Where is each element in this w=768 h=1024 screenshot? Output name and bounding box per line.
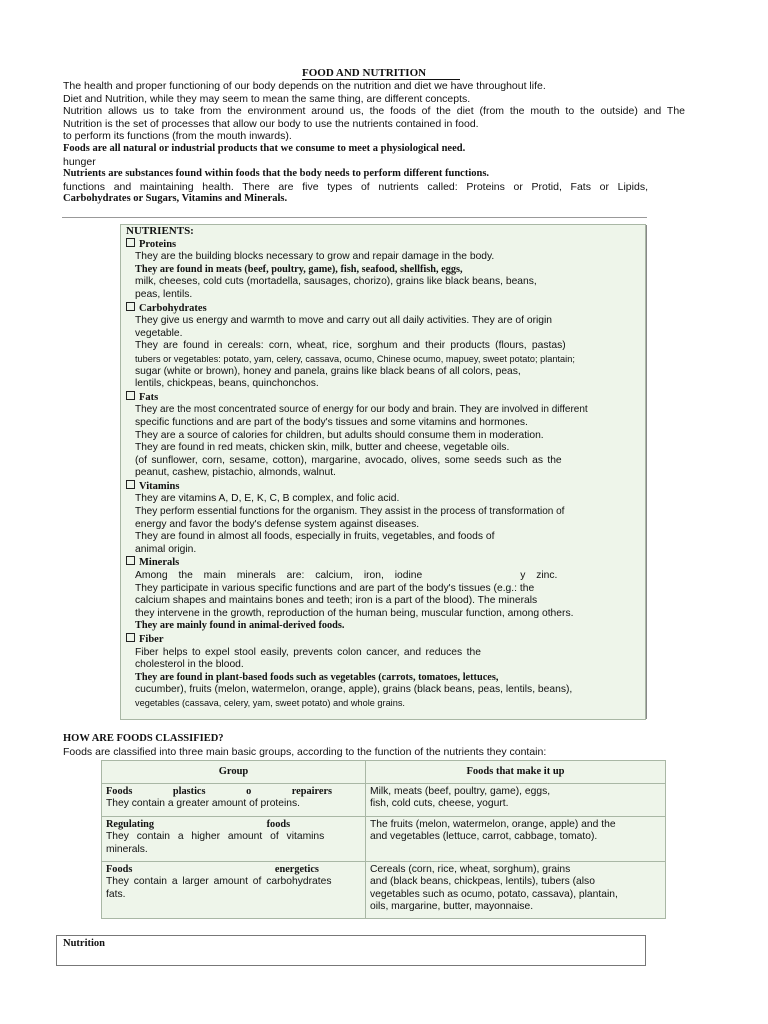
text-line: They are vitamins A, D, E, K, C, B complex, and folic acid. (135, 493, 400, 505)
text-line: specific functions and are part of the body's tissues and some vitamins and hormones. (135, 416, 528, 428)
intro-line: The health and proper functioning of our body depends on the nutrition and diet we have throughout life. (63, 80, 546, 92)
text-line: They are found in plant-based foods such as vegetables (carrots, tomatoes, lettuces, (135, 671, 499, 683)
section-title: Fats (139, 391, 159, 403)
foods-line: oils, margarine, butter, mayonnaise. (370, 900, 534, 912)
foods-line: vegetables such as ocumo, potato, cassava), plantain, (370, 888, 618, 900)
group-cell (102, 784, 366, 817)
text-line: They are found in meats (beef, poultry, game), fish, seafood, shellfish, eggs, (135, 263, 463, 275)
text-line: They are found in red meats, chicken skin, milk, butter and cheese, vegetable oils. (135, 442, 510, 454)
text-line: they intervene in the growth, reproduction of the human being, muscular function, among others. (135, 607, 574, 619)
intro-line: hunger (63, 155, 96, 168)
checkbox-icon (126, 238, 135, 247)
group-name: Regulating foods (106, 819, 291, 830)
text-line: calcium shapes and maintains bones and teeth; iron is a part of the blood). The minerals (135, 595, 538, 607)
foods-cell (366, 862, 666, 919)
foods-cell (366, 784, 666, 817)
text-line: They are mainly found in animal-derived foods. (135, 620, 345, 632)
text-span: Among the main minerals are: calcium, iron, iodine (135, 570, 423, 582)
table-header-row (102, 761, 666, 784)
section-vitamins (126, 480, 640, 494)
foods-line: fish, cold cuts, cheese, yogurt. (370, 798, 509, 810)
nutrition-box (56, 935, 646, 966)
group-cell (102, 862, 366, 919)
intro-line: functions and maintaining health. There are five types of nutrients called: Proteins or Protid, Fats or Lipids, (63, 180, 648, 193)
section-carbohydrates (126, 302, 640, 316)
text-line: peas, lentils. (135, 288, 193, 300)
box-edge (643, 225, 647, 719)
checkbox-icon (126, 480, 135, 489)
foods-line: Cereals (corn, rice, wheat, sorghum), grains (370, 864, 571, 875)
column-header-group: Group (102, 761, 366, 784)
nutrition-label: Nutrition (63, 938, 105, 949)
intro-line: Diet and Nutrition, while they may seem to mean the same thing, are different concepts. (63, 92, 471, 105)
food-groups-table (101, 760, 666, 919)
classified-subtitle: Foods are classified into three main basic groups, according to the function of the nutrients they contain: (63, 746, 547, 758)
text-line: cucumber), fruits (melon, watermelon, orange, apple), grains (black beans, peas, lentils, beans), (135, 684, 573, 696)
checkbox-icon (126, 633, 135, 642)
foods-line: Milk, meats (beef, poultry, game), eggs, (370, 786, 551, 797)
text-line: sugar (white or brown), honey and panela, grains like black beans of all colors, peas, (135, 365, 521, 377)
checkbox-icon (126, 302, 135, 311)
foods-line: The fruits (melon, watermelon, orange, apple) and the (370, 819, 616, 830)
checkbox-icon (126, 556, 135, 565)
foods-line: and vegetables (lettuce, carrot, cabbage, tomato). (370, 831, 598, 843)
foods-definition: Foods are all natural or industrial products that we consume to meet a physiological need. (63, 142, 466, 154)
text-line: animal origin. (135, 543, 197, 555)
text-line: They give us energy and warmth to move and carry out all daily activities. They are of origin (135, 315, 553, 327)
text-line: milk, cheeses, cold cuts (mortadella, sausages, chorizo), grains like black beans, beans, (135, 276, 537, 288)
intro-line: Carbohydrates or Sugars, Vitamins and Minerals. (63, 193, 288, 205)
text-line: tubers or vegetables: potato, yam, celery, cassava, ocumo, Chinese ocumo, mapuey, sweet potato; plantain; (135, 353, 575, 364)
page-title: FOOD AND NUTRITION (302, 67, 460, 80)
section-proteins (126, 238, 640, 252)
text-line: cholesterol in the blood. (135, 659, 244, 671)
text-line: vegetables (cassava, celery, yam, sweet potato) and whole grains. (135, 697, 405, 708)
group-cell (102, 817, 366, 862)
table-row (102, 862, 666, 919)
section-title: Fiber (139, 634, 164, 645)
text-line: They perform essential functions for the organism. They assist in the process of transformation of (135, 506, 565, 518)
table-row (102, 817, 666, 862)
text-line (126, 570, 640, 583)
section-title: Minerals (139, 557, 180, 569)
text-span: y zinc. (520, 570, 558, 582)
group-desc: minerals. (106, 843, 148, 855)
intro-line: to perform its functions (from the mouth inwards). (63, 130, 292, 143)
foods-line: and (black beans, chickpeas, lentils), tubers (also (370, 876, 595, 888)
text-line: They are found in almost all foods, especially in fruits, vegetables, and foods of (135, 531, 495, 543)
section-fiber (126, 633, 640, 647)
text-line: They are a source of calories for children, but adults should consume them in moderation. (135, 429, 544, 441)
text-line: They are found in cereals: corn, wheat, rice, sorghum and their products (flours, pastas) (135, 340, 566, 352)
text-line: peanut, cashew, pistachio, almonds, walnut. (135, 467, 336, 479)
text-line: They are the building blocks necessary to grow and repair damage in the body. (135, 251, 495, 263)
section-fats (126, 391, 640, 405)
text-line: They are the most concentrated source of energy for our body and brain. They are involved in different (135, 404, 588, 416)
checkbox-icon (126, 391, 135, 400)
intro-text (63, 80, 685, 206)
group-desc: They contain a greater amount of proteins. (106, 798, 301, 810)
group-name: Foods plastics o repairers (106, 786, 333, 797)
section-title: Vitamins (139, 480, 180, 492)
nutrients-heading: NUTRIENTS: (126, 225, 194, 237)
group-desc: They contain a higher amount of vitamins (106, 831, 325, 843)
text-line: Fiber helps to expel stool easily, prevents colon cancer, and reduces the (135, 646, 481, 658)
text-line: (of sunflower, corn, sesame, cotton), margarine, avocado, olives, some seeds such as the (135, 454, 562, 466)
text-line: lentils, chickpeas, beans, quinchonchos. (135, 378, 319, 390)
divider (62, 217, 647, 218)
group-name: Foods energetics (106, 864, 319, 875)
classified-heading: HOW ARE FOODS CLASSIFIED? (63, 733, 224, 744)
column-header-foods: Foods that make it up (366, 761, 666, 784)
text-line: They participate in various specific functions and are part of the body's tissues (e.g.: the (135, 582, 535, 594)
foods-cell (366, 817, 666, 862)
section-title: Carbohydrates (139, 302, 207, 314)
intro-line: Nutrition allows us to take from the environment around us, the foods of the diet (from the mouth to the outside) and The (63, 105, 685, 118)
text-line: energy and favor the body's defense system against diseases. (135, 518, 420, 530)
group-desc: They contain a larger amount of carbohydrates (106, 876, 332, 888)
nutrients-box (120, 224, 646, 720)
text-line: vegetable. (135, 327, 183, 339)
section-title: Proteins (139, 238, 177, 250)
table-row (102, 784, 666, 817)
group-desc: fats. (106, 888, 126, 900)
section-minerals (126, 556, 640, 570)
nutrients-definition: Nutrients are substances found within foods that the body needs to perform different functions. (63, 168, 490, 180)
intro-line: Nutrition is the set of processes that allow our body to use the nutrients contained in food. (63, 117, 479, 130)
